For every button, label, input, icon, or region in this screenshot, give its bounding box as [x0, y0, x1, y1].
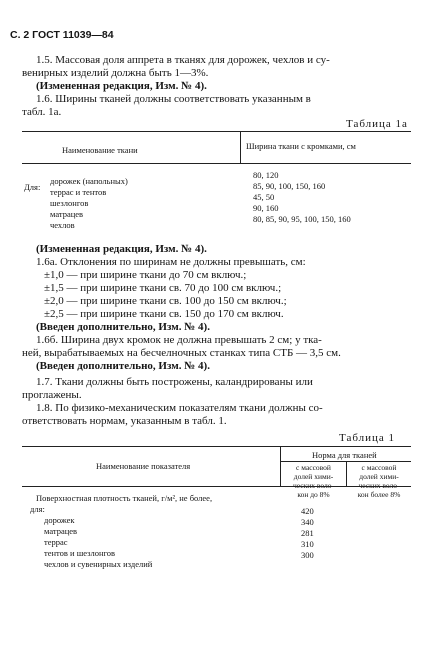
table-1-row-value: 420 [301, 506, 314, 516]
note-1-5: (Измененная редакция, Изм. № 4). [36, 80, 207, 92]
para-1-6a-item: ±2,5 — при ширине ткани св. 150 до 170 см включ. [44, 308, 284, 320]
table-1-group-rule [280, 461, 411, 462]
para-1-5-line1: 1.5. Массовая доля аппрета в тканях для дорожек, чехлов и су- [36, 54, 330, 66]
table-1-indicator-line2: для: [30, 504, 45, 514]
note-1-6a: (Введен дополнительно, Изм. № 4). [36, 321, 210, 333]
table-1-row-value: 310 [301, 539, 314, 549]
para-1-6b-line2: ней, вырабатываемых на бесчелночных станках типа СТБ — 3,5 см. [22, 347, 341, 359]
page-header: С. 2 ГОСТ 11039—84 [10, 29, 114, 41]
table-1a-row-name: террас и тентов [50, 187, 107, 197]
para-1-6a-item: ±2,0 — при ширине ткани св. 100 до 150 см включ.; [44, 295, 287, 307]
table-1-caption: Таблица 1 [339, 432, 396, 444]
table-1a-col2-header: Ширина ткани с кромками, см [246, 141, 356, 151]
table-1a-top-rule [22, 131, 411, 132]
table-1a-header-rule [22, 163, 411, 164]
note-1-6b: (Введен дополнительно, Изм. № 4). [36, 360, 210, 372]
table-1a-caption: Таблица 1а [346, 118, 408, 130]
para-1-5-line2: венирных изделий должна быть 1—3%. [22, 67, 209, 79]
para-1-6a-intro: 1.6а. Отклонения по ширинам не должны превышать, см: [36, 256, 306, 268]
table-1a-row-width: 80, 85, 90, 95, 100, 150, 160 [253, 214, 351, 224]
para-1-6-line2: табл. 1а. [22, 106, 62, 118]
table-1-col1-header: Наименование показателя [96, 461, 191, 471]
table-1-row-value: 300 [301, 550, 314, 560]
table-1a-col1-header: Наименование ткани [62, 145, 138, 155]
para-1-7-line2: проглажены. [22, 389, 82, 401]
table-1a-row-width: 45, 50 [253, 192, 275, 202]
table-1-row-name: матрацев [44, 526, 78, 536]
table-1-indicator-line1: Поверхностная плотность тканей, г/м², не более, [36, 493, 213, 503]
table-1-row-value: 340 [301, 517, 314, 527]
table-1-group-header: Норма для тканей [312, 450, 377, 460]
table-1-row-name: дорожек [44, 515, 75, 525]
table-1-sub2-header: с массовой долей хими- кон более 8% [357, 463, 401, 499]
table-1a-row-width: 85, 90, 100, 150, 160 [253, 181, 326, 191]
table-1-row-value: 281 [301, 528, 314, 538]
table-1a-row-name: шезлонгов [50, 198, 89, 208]
table-1a-row-width: 90, 160 [253, 203, 279, 213]
table-1a-row-name: матрацев [50, 209, 84, 219]
table-1-row-name: террас [44, 537, 68, 547]
para-1-6a-item: ±1,0 — при ширине ткани до 70 см включ.; [44, 269, 247, 281]
para-1-8-line2: ответствовать нормам, указанным в табл. 1. [22, 415, 227, 427]
table-1-sub1-header: с массовой долей хими- кон до 8% [293, 463, 334, 499]
table-1a-prefix: Для: [24, 182, 41, 192]
para-1-6-line1: 1.6. Ширины тканей должны соответствовать указанным в [36, 93, 311, 105]
table-1-row-name: тентов и шезлонгов [44, 548, 116, 558]
table-1-row-name: чехлов и сувенирных изделий [44, 559, 153, 569]
para-1-6a-item: ±1,5 — при ширине ткани св. 70 до 100 см включ.; [44, 282, 282, 294]
table-1a-row-name: чехлов [50, 220, 75, 230]
para-1-6b-line1: 1.6б. Ширина двух кромок не должна превышать 2 см; у тка- [36, 334, 322, 346]
table-1-top-rule [22, 446, 411, 447]
note-table-1a: (Измененная редакция, Изм. № 4). [36, 243, 207, 255]
para-1-7-line1: 1.7. Ткани должны быть построжены, каландрированы или [36, 376, 313, 388]
table-1-header-rule [22, 486, 411, 487]
table-1a-row-name: дорожек (напольных) [50, 176, 128, 186]
table-1a-header-divider [240, 131, 241, 163]
para-1-8-line1: 1.8. По физико-механическим показателям ткани должны со- [36, 402, 323, 414]
table-1a-row-width: 80, 120 [253, 170, 279, 180]
